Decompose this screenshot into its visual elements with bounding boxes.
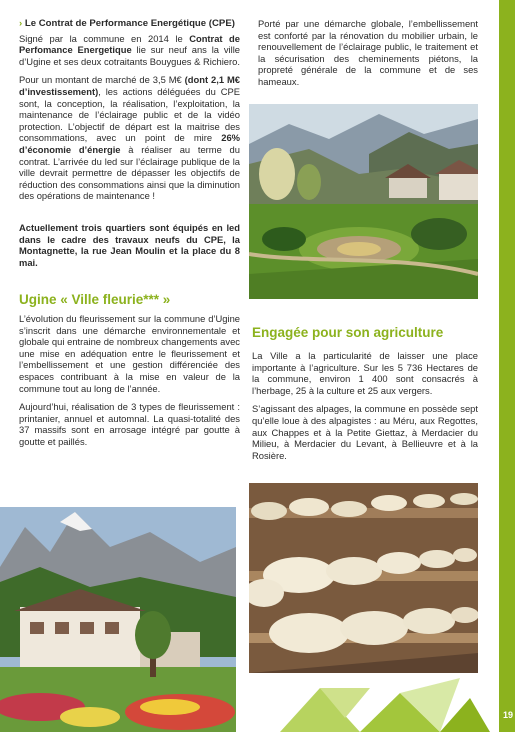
cpe-p1-text-end: lie sur neuf ans la ville d’Ugine et ses deux cotraitants Bouygues & Richiero. [19,44,241,67]
cpe-p2-bold: (dont 2,1 M€ d’investissement) [19,74,240,97]
agriculture-text [252,350,478,468]
accent-sidebar [499,0,515,732]
cheese-cellar-photo [249,483,478,673]
page-number: 19 [502,710,513,720]
ugine-paragraph-2: Aujourd’hui, réalisation de 3 types de fleurissement : printanier, annuel et automnal. La quasi-totalité des 37 massifs sont en arrosage intégré par goutte à goutte et paillés. [19,401,240,447]
building-flowers-photo [0,507,236,732]
cpe-kicker [19,18,240,30]
garden-photo [249,104,478,299]
ugine-heading: Ugine « Ville fleurie*** » [19,292,171,307]
decorative-triangles-icon [260,668,490,732]
cpe-kicker-text: Le Contrat de Performance Energétique (CPE) [24,18,235,29]
cpe-p2-text: Pour un montant de marché de 3,5 M€ [19,74,185,86]
cpe-paragraph-3: Actuellement trois quartiers sont équipés en led dans le cadre des travaux neufs du CPE, la Montagnette, la rue Jean Moulin et la place du 8 mai. [19,221,240,268]
cpe-paragraph-2 [19,74,240,202]
cpe-paragraph-1 [19,33,240,68]
right-intro [258,18,478,95]
cpe-p2-text-end: à réaliser au terme du contrat. L’arrivée du led sur l’éclairage publique de la ville devrait permettre de dépasser les objectifs de réduction des consommations ainsi que la diminution des opérations de maintenance ! [19,143,240,202]
agriculture-paragraph-2: S’agissant des alpages, la commune en possède sept qu’elle loue à des alpagistes : au Méru, aux Regottes, aux Chappes et à la Petite Giettaz, à Merdacier du Milieu, à Merdacier du Levant, à Bellieuvre et à la Rosière. [252,403,478,461]
left-column [19,18,240,275]
cpe-p1-text: Signé par la commune en 2014 le [19,32,190,44]
ugine-paragraph-1: L’évolution du fleurissement sur la commune d’Ugine s’inscrit dans une démarche environnementale et globale qui entraine de nombreux changements avec une mise en adéquation entre le fleurissement et l’embellissement et une gestion différenciée des espaces contribuant à la mise en valeur de la commune tout au long de l’année. [19,313,240,394]
agriculture-paragraph-1: La Ville a la particularité de laisser une place importante à l’agriculture. Sur les 5 736 Hectares de la commune, environ 1 400 sont consacrés à l’herbage, 25 à la culture et 25 aux vergers. [252,350,478,396]
chevron-right-icon: › [19,18,23,29]
cpe-p1-bold: Contrat de Perfomance Energetique [19,32,240,56]
ugine-text [19,313,240,455]
embellissement-paragraph: Porté par une démarche globale, l’embellissement est conforté par la rénovation du mobilier urbain, le renouvellement de l’éclairage public, le traitement et la sécurisation des cheminements piétons, la propreté générale de la commune et de ses hameaux. [258,18,478,87]
agriculture-heading: Engagée pour son agriculture [252,325,444,340]
cpe-p2-bold-2: 26% d’économie d’énergie [19,132,240,155]
cpe-p2-text-mid: , les actions déléguées du CPE sont, la conception, la réalisation, l’exploitation, la maintenance de l’éclairage public et de la vidéo protection. L’objectif de départ est la maitrise des consommations, avec un point de mire [19,85,240,144]
